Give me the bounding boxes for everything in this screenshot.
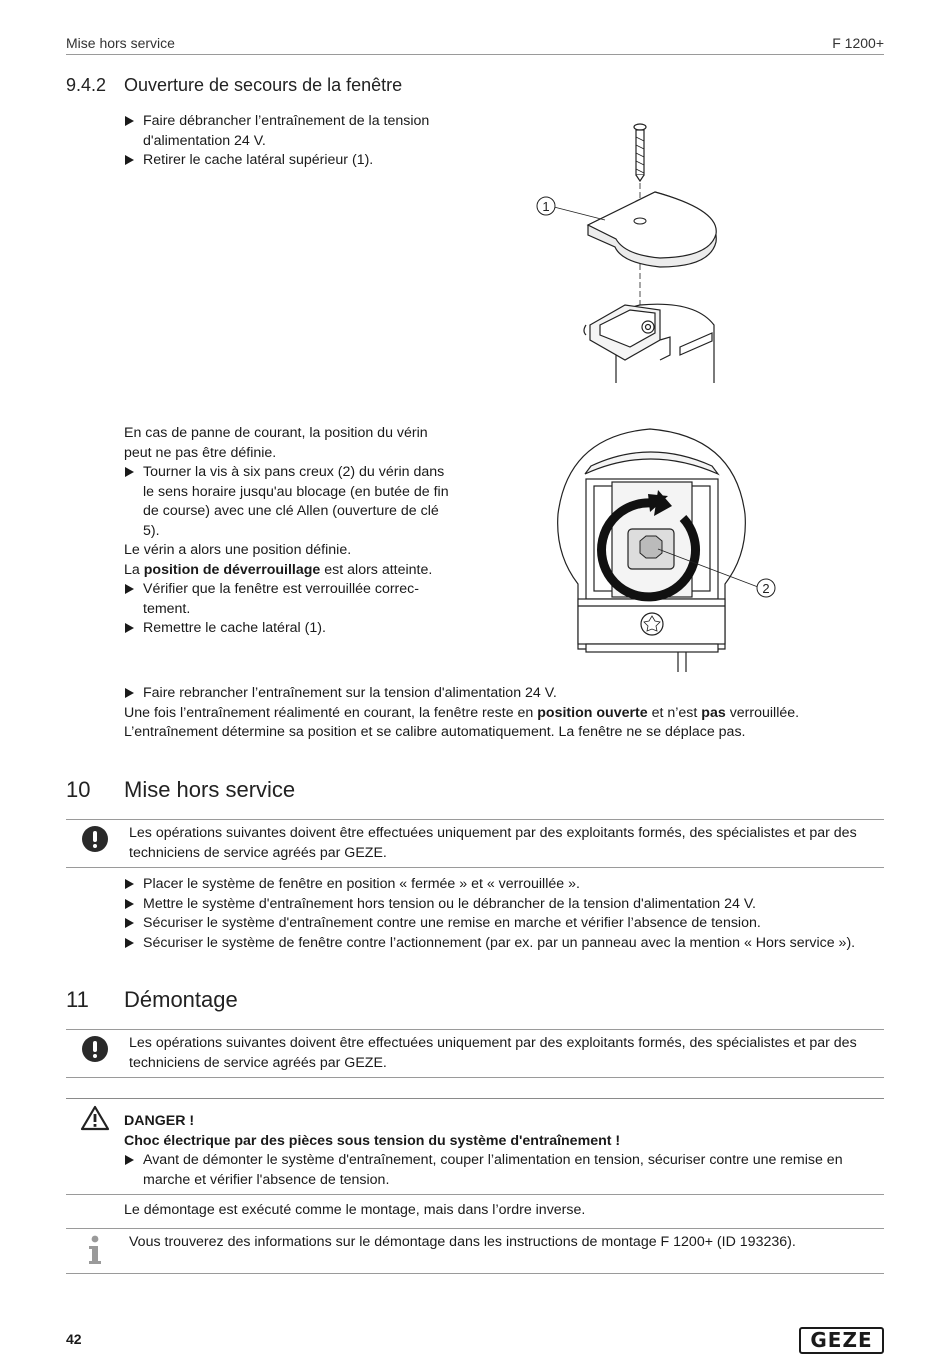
geze-logo: GEZE [799, 1327, 884, 1354]
step-disconnect: Faire débrancher l’entraînement de la tension d'alimentation 24 V. [124, 112, 459, 151]
step-turn-screw: Tourner la vis à six pans creux (2) du vérin dans le sens horaire jusqu'au blocage (en butée de fin de course) avec une clé Allen (ouverture de clé 5). [124, 463, 454, 541]
section-942-title: Ouverture de secours de la fenêtre [124, 75, 403, 95]
section-10-steps [124, 875, 884, 953]
info-icon [86, 1234, 104, 1266]
step-replace-cover: Remettre le cache latéral (1). [124, 619, 454, 639]
step-remove-cover: Retirer le cache latéral supérieur (1). [124, 151, 459, 171]
danger-subtitle: Choc électrique par des pièces sous tension du système d'entraînement ! [124, 1132, 621, 1149]
section-10-notice: Les opérations suivantes doivent être effectuées uniquement par des exploitants formés, des spécialistes et par des techniciens de service agréés par GEZE. [129, 825, 857, 861]
section-942-steps [124, 112, 459, 171]
header-rule [66, 54, 884, 55]
danger-top-rule [66, 1098, 884, 1099]
step-de-energize: Mettre le système d'entraînement hors tension ou le débrancher de la tension d'alimentation 24 V. [124, 895, 884, 915]
step-secure-actuation: Sécuriser le système de fenêtre contre l’actionnement (par ex. par un panneau avec la mention « Hors service »). [124, 934, 884, 954]
defined-position-text: Le vérin a alors une position définie. [124, 542, 352, 558]
danger-step: Avant de démonter le système d'entraînement, couper l’alimentation en tension, sécuriser contre une remise en marche et vérifier l'absence de tension. [124, 1151, 884, 1190]
exclamation-circle-icon [82, 826, 108, 852]
notice-10-top-rule [66, 819, 884, 820]
danger-block [124, 1112, 884, 1190]
calibrate-text: L’entraînement détermine sa position et se calibre automatiquement. La fenêtre ne se déplace pas. [124, 724, 746, 740]
figure2-callout-label: 2 [762, 581, 770, 596]
step-verify-locked: Vérifier que la fenêtre est verrouillée correc-tement. [124, 580, 454, 619]
power-failure-text: En cas de panne de courant, la position du vérin peut ne pas être définie. [124, 425, 428, 461]
figure1-callout-label: 1 [542, 199, 550, 214]
warning-triangle-icon [80, 1105, 110, 1131]
step-secure-restart: Sécuriser le système d'entraînement contre une remise en marche et vérifier l’absence de tension. [124, 914, 884, 934]
section-11-title: Démontage [124, 987, 238, 1012]
notice-11-bottom-rule [66, 1077, 884, 1078]
info-text: Vous trouverez des informations sur le démontage dans les instructions de montage F 1200+ (ID 193236). [129, 1234, 796, 1250]
reverse-order-text: Le démontage est exécuté comme le montage, mais dans l’ordre inverse. [124, 1202, 586, 1218]
notice-10-bottom-rule [66, 867, 884, 868]
section-11-notice: Les opérations suivantes doivent être effectuées uniquement par des exploitants formés, des spécialistes et par des techniciens de service agréés par GEZE. [129, 1035, 857, 1071]
section-942-number: 9.4.2 [66, 75, 107, 95]
danger-bottom-rule [66, 1194, 884, 1195]
section-11-number: 11 [66, 987, 89, 1012]
reenergize-text: Une fois l’entraînement réalimenté en courant, la fenêtre reste en position ouverte et n’est pas verrouillée. [124, 704, 800, 721]
running-header-right: F 1200+ [832, 35, 884, 51]
unlock-position-text: La position de déverrouillage est alors atteinte. [124, 561, 433, 578]
section-942-body [124, 424, 454, 639]
section-942-reconnect [124, 684, 884, 743]
danger-title: DANGER ! [124, 1113, 195, 1129]
section-10-title: Mise hors service [124, 777, 296, 802]
info-bottom-rule [66, 1273, 884, 1274]
info-top-rule [66, 1228, 884, 1229]
step-position-closed: Placer le système de fenêtre en position « fermée » et « verrouillée ». [124, 875, 884, 895]
exclamation-circle-icon [82, 1036, 108, 1062]
section-10-number: 10 [66, 777, 91, 802]
step-reconnect: Faire rebrancher l’entraînement sur la tension d'alimentation 24 V. [124, 684, 884, 704]
notice-11-top-rule [66, 1029, 884, 1030]
hex-screw-figure [550, 424, 780, 674]
running-header-left: Mise hors service [66, 35, 175, 51]
cover-removal-figure [530, 115, 730, 387]
page-number: 42 [66, 1331, 82, 1347]
